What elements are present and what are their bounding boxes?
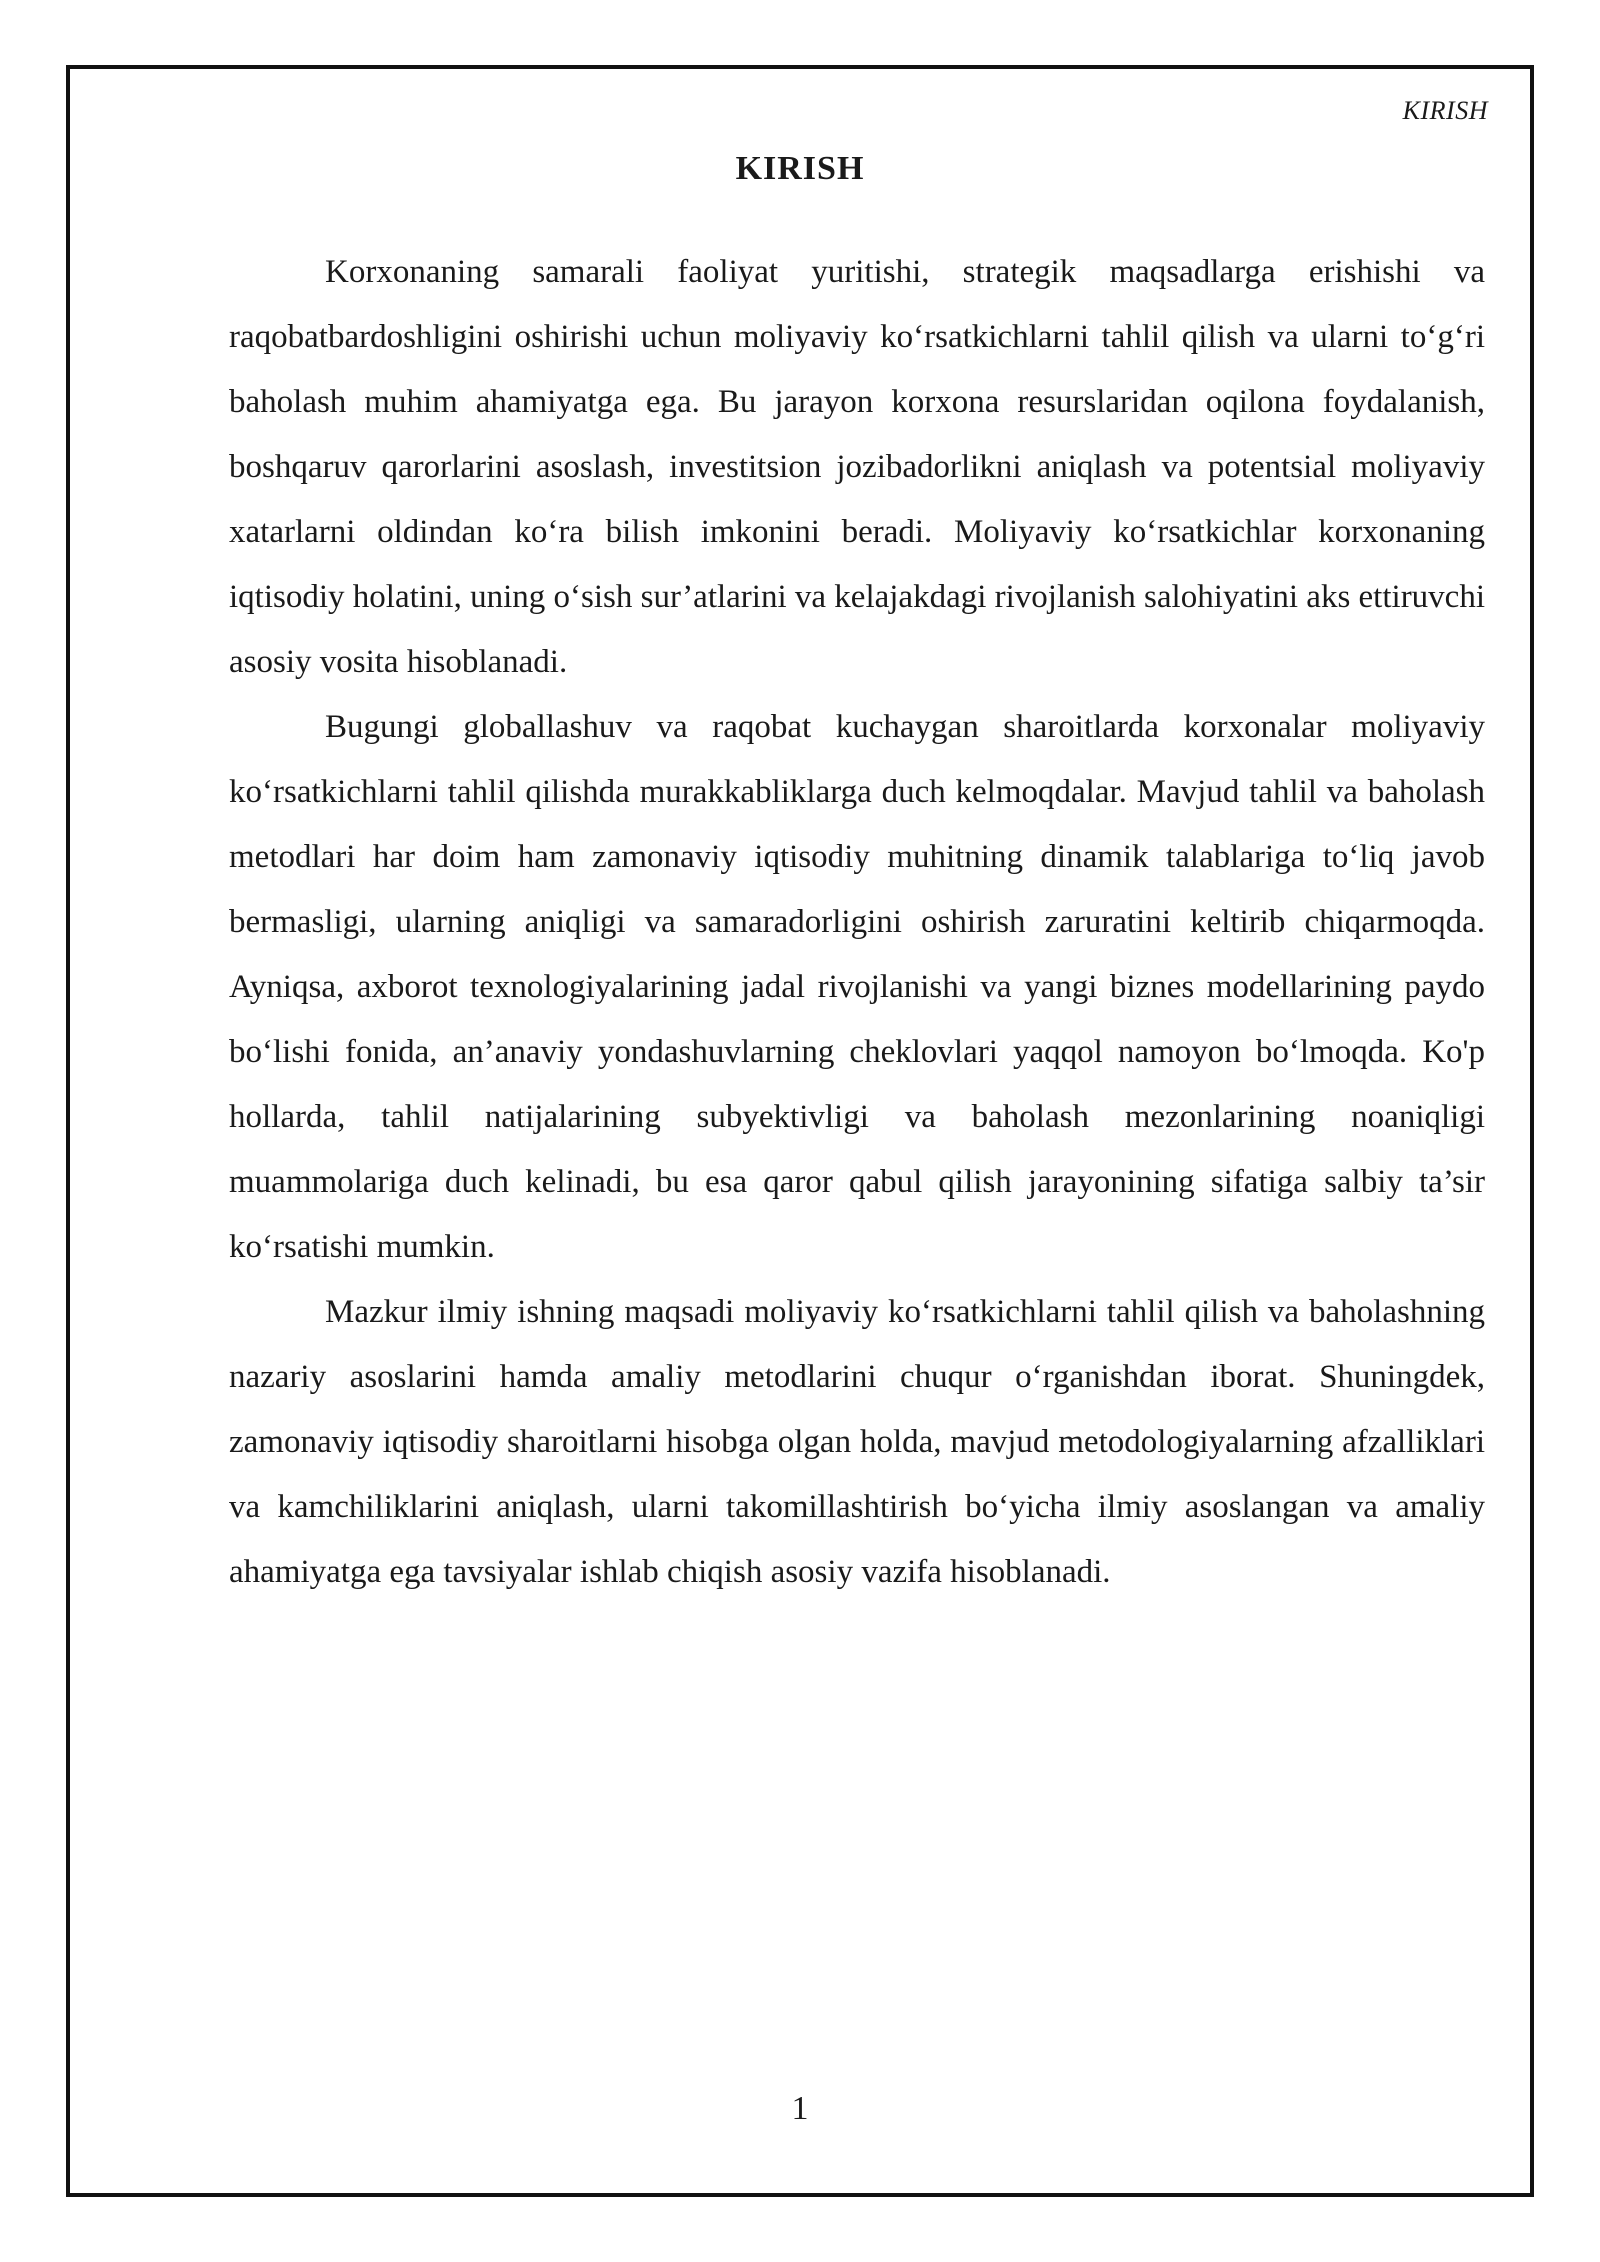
paragraph-2: Bugungi globallashuv va raqobat kuchaygan sharoitlarda korxonalar moliyaviy ko‘rsatkichlarni tahlil qilishda murakkabliklarga duch kelmoqdalar. Mavjud tahlil va baholash metodlari har doim ham zamonaviy iqtisodiy muhitning dinamik talablariga to‘liq javob bermasligi, ularning aniqligi va samaradorligini oshirish zaruratini keltirib chiqarmoqda. Ayniqsa, axborot texnologiyalarining jadal rivojlanishi va yangi biznes modellarining paydo bo‘lishi fonida, an’anaviy yondashuvlarning cheklovlari yaqqol namoyon bo‘lmoqda. Ko'p hollarda, tahlil natijalarining subyektivligi va baholash mezonlarining noaniqligi muammolariga duch kelinadi, bu esa qaror qabul qilish jarayonining sifatiga salbiy ta’sir ko‘rsatishi mumkin. <box>229 709 1485 1265</box>
document-body <box>229 240 1485 1605</box>
page-title: KIRISH <box>735 150 865 187</box>
paragraph-1: Korxonaning samarali faoliyat yuritishi, strategik maqsadlarga erishishi va raqobatbardoshligini oshirishi uchun moliyaviy ko‘rsatkichlarni tahlil qilish va ularni to‘g‘ri baholash muhim ahamiyatga ega. Bu jarayon korxona resurslaridan oqilona foydalanish, boshqaruv qarorlarini asoslash, investitsion jozibadorlikni aniqlash va potentsial moliyaviy xatarlarni oldindan ko‘ra bilish imkonini beradi. Moliyaviy ko‘rsatkichlar korxonaning iqtisodiy holatini, uning o‘sish sur’atlarini va kelajakdagi rivojlanish salohiyatini aks ettiruvchi asosiy vosita hisoblanadi. <box>229 254 1485 680</box>
running-header: KIRISH <box>1402 96 1488 125</box>
paragraph-3: Mazkur ilmiy ishning maqsadi moliyaviy ko‘rsatkichlarni tahlil qilish va baholashning nazariy asoslarini hamda amaliy metodlarini chuqur o‘rganishdan iborat. Shuningdek, zamonaviy iqtisodiy sharoitlarni hisobga olgan holda, mavjud metodologiyalarning afzalliklari va kamchiliklarini aniqlash, ularni takomillashtirish bo‘yicha ilmiy asoslangan va amaliy ahamiyatga ega tavsiyalar ishlab chiqish asosiy vazifa hisoblanadi. <box>229 1294 1485 1590</box>
page-number: 1 <box>791 2090 809 2127</box>
